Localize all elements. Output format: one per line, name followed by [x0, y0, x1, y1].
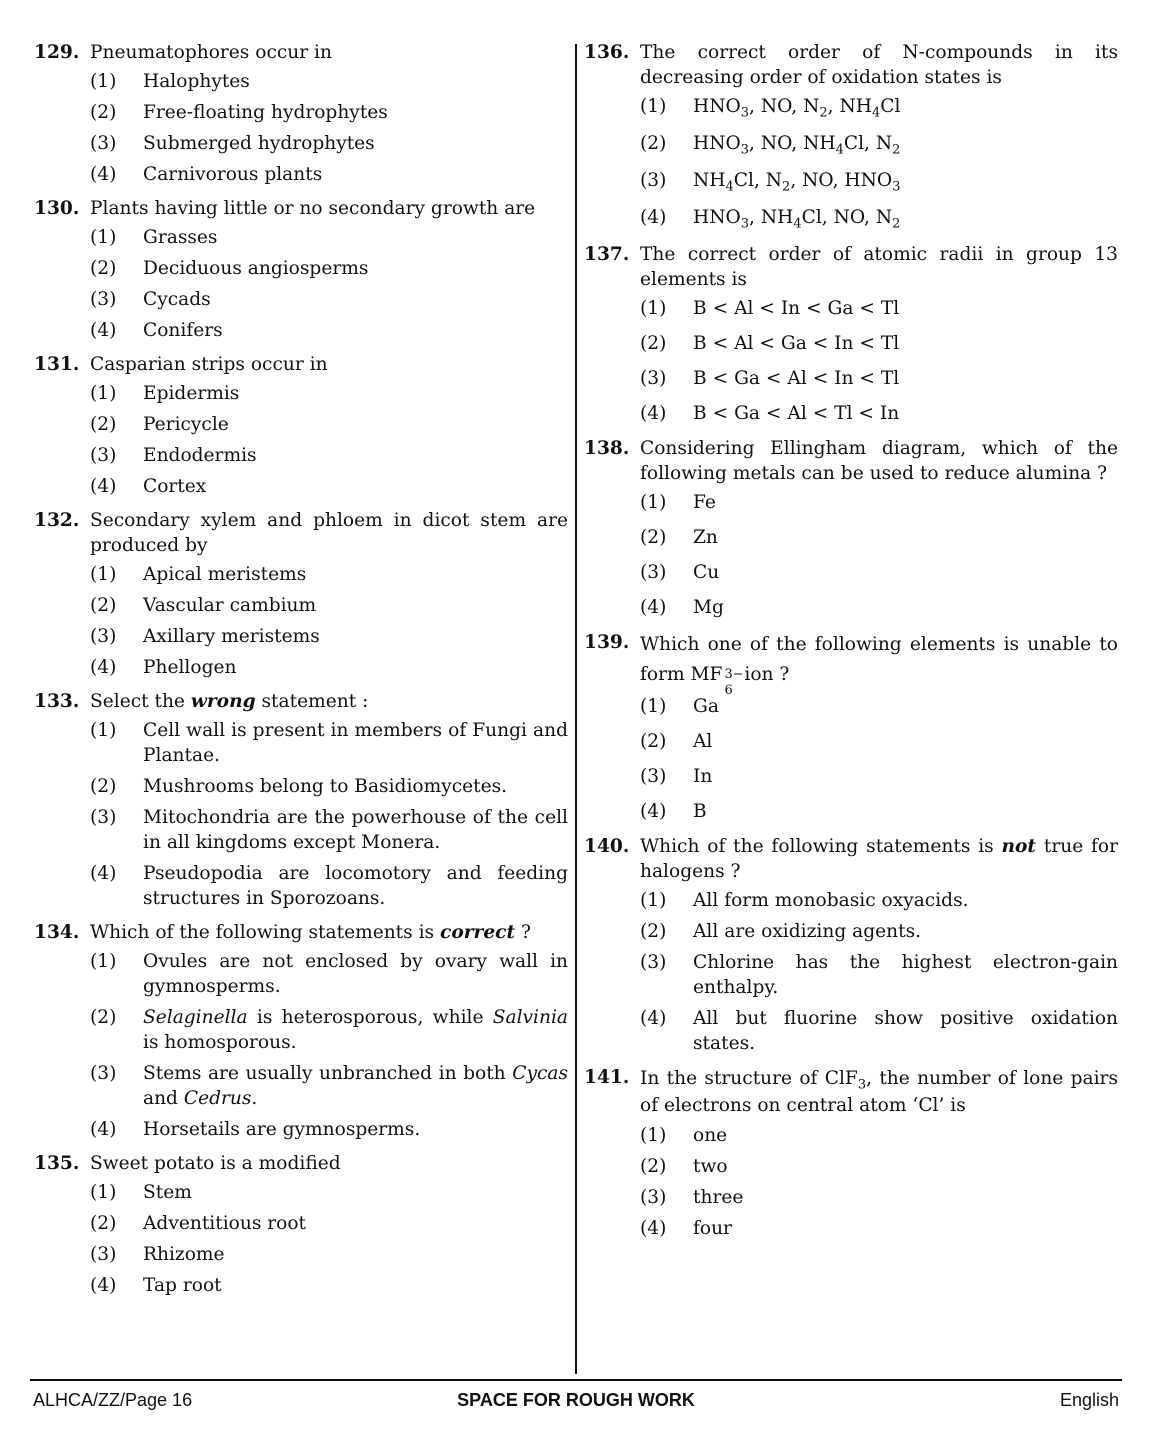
option-3: (3) Submerged hydrophytes: [90, 133, 375, 154]
rough-work-label: SPACE FOR ROUGH WORK: [457, 1390, 695, 1410]
option-4: (4) B < Ga < Al < Tl < In: [640, 403, 900, 424]
option-3: (3) Mitochondria are the powerhouse of the cell in all kingdoms except Monera.: [90, 807, 568, 853]
option-3: (3) Chlorine has the highest electron-gain enthalpy.: [640, 952, 1118, 998]
option-2: (2) B < Al < Ga < In < Tl: [640, 333, 900, 354]
option-3: (3) three: [640, 1187, 744, 1208]
question-stem: Which of the following statements is correct ?: [90, 922, 531, 943]
question-number: 133.: [34, 691, 80, 712]
emphasis-word: wrong: [190, 691, 256, 712]
option-1: (1) Ga: [640, 696, 719, 717]
option-4: (4) Mg: [640, 597, 724, 618]
question-137: [584, 242, 1118, 426]
option-2: (2) Selaginella is heterosporous, while Salvinia is homosporous.: [90, 1007, 568, 1053]
option-1: (1) Stem: [90, 1182, 192, 1203]
question-140: [584, 834, 1118, 1056]
option-2: (2) Mushrooms belong to Basidiomycetes.: [90, 776, 508, 797]
option-4: (4) four: [640, 1218, 732, 1239]
question-number: 130.: [34, 198, 80, 219]
question-141: [584, 1065, 1118, 1241]
option-2: (2) Vascular cambium: [90, 595, 317, 616]
option-4: (4) Cortex: [90, 476, 207, 497]
option-2: (2) $HNO_3$, NO, $NH_4Cl$, $N_2$: [640, 133, 901, 158]
option-3: (3) In: [640, 766, 713, 787]
option-3: (3) Axillary meristems: [90, 626, 320, 647]
option-2: (2) Deciduous angiosperms: [90, 258, 369, 279]
question-number: 141.: [584, 1067, 630, 1088]
question-number: 137.: [584, 244, 630, 265]
option-3: (3) Stems are usually unbranched in both Cycas and Cedrus.: [90, 1063, 568, 1109]
question-136: [584, 40, 1118, 230]
option-1: (1) Epidermis: [90, 383, 240, 404]
question-stem: Plants having little or no secondary growth are: [90, 198, 536, 219]
page-code: ALHCA/ZZ/Page 16: [33, 1390, 193, 1410]
question-number: 138.: [584, 438, 630, 459]
question-number: 139.: [584, 632, 630, 653]
emphasis-word: not: [1001, 836, 1037, 857]
question-134: [34, 920, 568, 1142]
option-2: (2) Pericycle: [90, 414, 229, 435]
question-stem: The correct order of N-compounds in its decreasing order of oxidation states is: [640, 42, 1118, 88]
column-divider: [575, 44, 577, 1374]
option-3: (3) Rhizome: [90, 1244, 225, 1265]
question-stem: In the structure of ClF$_3$, the number of lone pairs of electrons on central atom ‘Cl’ is: [640, 1068, 1118, 1116]
option-1: (1) B < Al < In < Ga < Tl: [640, 298, 900, 319]
question-stem: Secondary xylem and phloem in dicot stem are produced by: [90, 510, 568, 556]
question-138: [584, 436, 1118, 620]
question-number: 136.: [584, 42, 630, 63]
option-2: (2) Al: [640, 731, 713, 752]
question-131: [34, 352, 568, 499]
question-stem: Sweet potato is a modified: [90, 1153, 341, 1174]
question-number: 132.: [34, 510, 80, 531]
question-stem: Pneumatophores occur in: [90, 42, 332, 63]
question-stem: Considering Ellingham diagram, which of the following metals can be used to reduce alumina ?: [640, 438, 1118, 484]
option-1: (1) $HNO_3$, NO, $N_2$, $NH_4Cl$: [640, 96, 901, 121]
option-1: (1) All form monobasic oxyacids.: [640, 890, 969, 911]
question-stem: The correct order of atomic radii in group 13 elements is: [640, 244, 1118, 290]
option-1: (1) one: [640, 1125, 728, 1146]
option-4: (4) $HNO_3$, $NH_4Cl$, NO, $N_2$: [640, 207, 901, 232]
option-1: (1) Fe: [640, 492, 716, 513]
option-4: (4) B: [640, 801, 707, 822]
option-1: (1) Ovules are not enclosed by ovary wall in gymnosperms.: [90, 951, 568, 997]
option-3: (3) Cycads: [90, 289, 211, 310]
question-number: 129.: [34, 42, 80, 63]
left-column: [34, 40, 568, 1307]
question-135: [34, 1151, 568, 1298]
option-4: (4) Phellogen: [90, 657, 237, 678]
option-3: (3) Cu: [640, 562, 720, 583]
option-2: (2) Zn: [640, 527, 718, 548]
option-4: (4) Horsetails are gymnosperms.: [90, 1119, 421, 1140]
question-stem: Which one of the following elements is unable to form MF 3− 6 ion ?: [640, 634, 1118, 698]
option-1: (1) Cell wall is present in members of Fungi and Plantae.: [90, 720, 568, 766]
option-3: (3) $NH_4Cl$, $N_2$, NO, $HNO_3$: [640, 170, 901, 195]
question-number: 131.: [34, 354, 80, 375]
question-number: 135.: [34, 1153, 80, 1174]
option-4: (4) Tap root: [90, 1275, 222, 1296]
option-1: (1) Halophytes: [90, 71, 250, 92]
option-4: (4) Carnivorous plants: [90, 164, 323, 185]
option-2: (2) All are oxidizing agents.: [640, 921, 922, 942]
footer-rule: [30, 1379, 1122, 1381]
right-column: [584, 40, 1118, 1250]
question-stem: Select the wrong statement :: [90, 691, 369, 712]
option-4: (4) All but fluorine show positive oxidation states.: [640, 1008, 1118, 1054]
option-1: (1) Apical meristems: [90, 564, 307, 585]
option-3: (3) Endodermis: [90, 445, 257, 466]
option-3: (3) B < Ga < Al < In < Tl: [640, 368, 900, 389]
question-number: 134.: [34, 922, 80, 943]
question-stem: Casparian strips occur in: [90, 354, 328, 375]
question-139: [584, 630, 1118, 824]
question-133: [34, 689, 568, 911]
question-129: [34, 40, 568, 187]
question-stem: Which of the following statements is not true for halogens ?: [640, 836, 1118, 882]
question-number: 140.: [584, 836, 630, 857]
formula: MF 3− 6: [690, 664, 744, 698]
option-2: (2) Free-floating hydrophytes: [90, 102, 388, 123]
option-4: (4) Conifers: [90, 320, 223, 341]
question-130: [34, 196, 568, 343]
emphasis-word: correct: [440, 922, 516, 943]
option-2: (2) two: [640, 1156, 728, 1177]
language-label: English: [1059, 1390, 1119, 1410]
option-1: (1) Grasses: [90, 227, 218, 248]
option-2: (2) Adventitious root: [90, 1213, 307, 1234]
question-132: [34, 508, 568, 680]
option-4: (4) Pseudopodia are locomotory and feeding structures in Sporozoans.: [90, 863, 568, 909]
